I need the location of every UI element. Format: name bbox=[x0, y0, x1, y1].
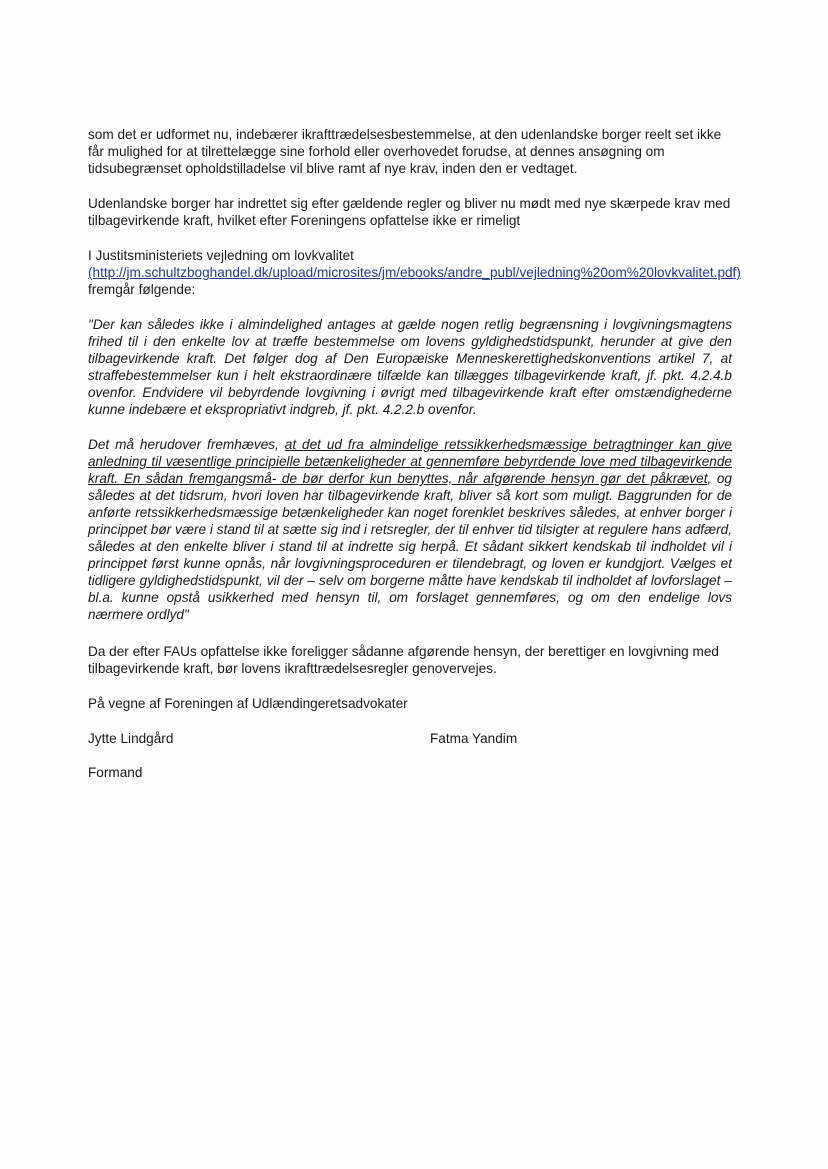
paragraph-on-behalf: På vegne af Foreningen af Udlændingeretsadvokater bbox=[88, 696, 408, 711]
paragraph-vejledning bbox=[88, 247, 741, 298]
paragraph-ikrafttraedelse: som det er udformet nu, indebærer ikrafttrædelsesbestemmelse, at den udenlandske borger reelt set ikke får mulighed for at tilrettelægge sine forhold eller overhovedet forudse, at dennes ansøgning om tidsubegrænset opholdstilladelse vil blive ramt af nye krav, inden den er vedtaget. bbox=[88, 127, 722, 176]
vejledning-intro: I Justitsministeriets vejledning om lovkvalitet bbox=[88, 248, 354, 263]
vejledning-link[interactable]: (http://jm.schultzboghandel.dk/upload/microsites/jm/ebooks/andre_publ/vejledning%20om%20lovkvalitet.pdf) bbox=[88, 265, 741, 280]
signatory-left-name: Jytte Lindgård bbox=[88, 731, 174, 746]
paragraph-conclusion: Da der efter FAUs opfattelse ikke foreligger sådanne afgørende hensyn, der berettiger en lovgivning med tilbagevirkende kraft, bør lovens ikrafttrædelsesregler genovervejes. bbox=[88, 644, 719, 676]
quote-2-start: Det må herudover fremhæves, bbox=[88, 437, 285, 452]
signatory-right-name: Fatma Yandim bbox=[430, 731, 518, 746]
vejledning-tail: fremgår følgende: bbox=[88, 282, 196, 297]
signature-row bbox=[88, 730, 732, 750]
quote-paragraph-2 bbox=[88, 436, 732, 623]
paragraph-udenlandske-borger: Udenlandske borger har indrettet sig efter gældende regler og bliver nu mødt med nye skærpede krav med tilbagevirkende kraft, hvilket efter Foreningens opfattelse ikke er rimeligt bbox=[88, 196, 731, 228]
quote-paragraph-1: "Der kan således ikke i almindelighed antages at gælde nogen retlig begrænsning i lovgivningsmagtens frihed til i den enkelte lov at træffe bestemmelse om lovens gyldighedstidspunkt, herunder at give den tilbagevirkende kraft. Det følger dog af Den Europæiske Menneskerettighedskonventions artikel 7, at straffebestemmelser kun i helt ekstraordinære tilfælde kan tillægges tilbagevirkende kraft, jf. pkt. 4.2.4.b ovenfor. Endvidere vil bebyrdende lovgivning i øvrigt med tilbagevirkende kraft efter omstændighederne kunne indebære et ekspropriativt indgreb, jf. pkt. 4.2.2.b ovenfor. bbox=[88, 317, 732, 417]
letter-body bbox=[88, 126, 741, 781]
signatory-left-title: Formand bbox=[88, 765, 143, 780]
quote-2-rest: , og således at det tidsrum, hvori loven har tilbagevirkende kraft, bliver så kort som muligt. Baggrunden for de anførte retssikkerhedsmæssige betænkeligheder kan noget forenklet beskrives således, at enhver borger i princippet bør være i stand til at sætte sig ind i retsregler, der til enhver tid tilsigter at regulere hans adfærd, således at den enkelte bliver i stand til at indrette sig herpå. Et sådant sikkert kendskab til indholdet vil i princippet først kunne opnås, når lovgivningsproceduren er tilendebragt, og loven er kundgjort. Vælges et tidligere gyldighedstidspunkt, vil der – selv om borgerne måtte have kendskab til indholdet af lovforslaget – bl.a. kunne opstå usikkerhed med hensyn til, om forslaget gennemføres, og om den endelige lovs nærmere ordlyd" bbox=[88, 471, 732, 622]
quote-2-underlined: at det ud fra almindelige retssikkerhedsmæssige betragtninger kan give anledning til væsentlige principielle betænkeligheder at gennemføre bebyrdende love med tilbagevirkende kraft. En sådan fremgangsmå- de bør derfor kun benyttes, når afgørende hensyn gør det påkrævet bbox=[88, 437, 732, 486]
